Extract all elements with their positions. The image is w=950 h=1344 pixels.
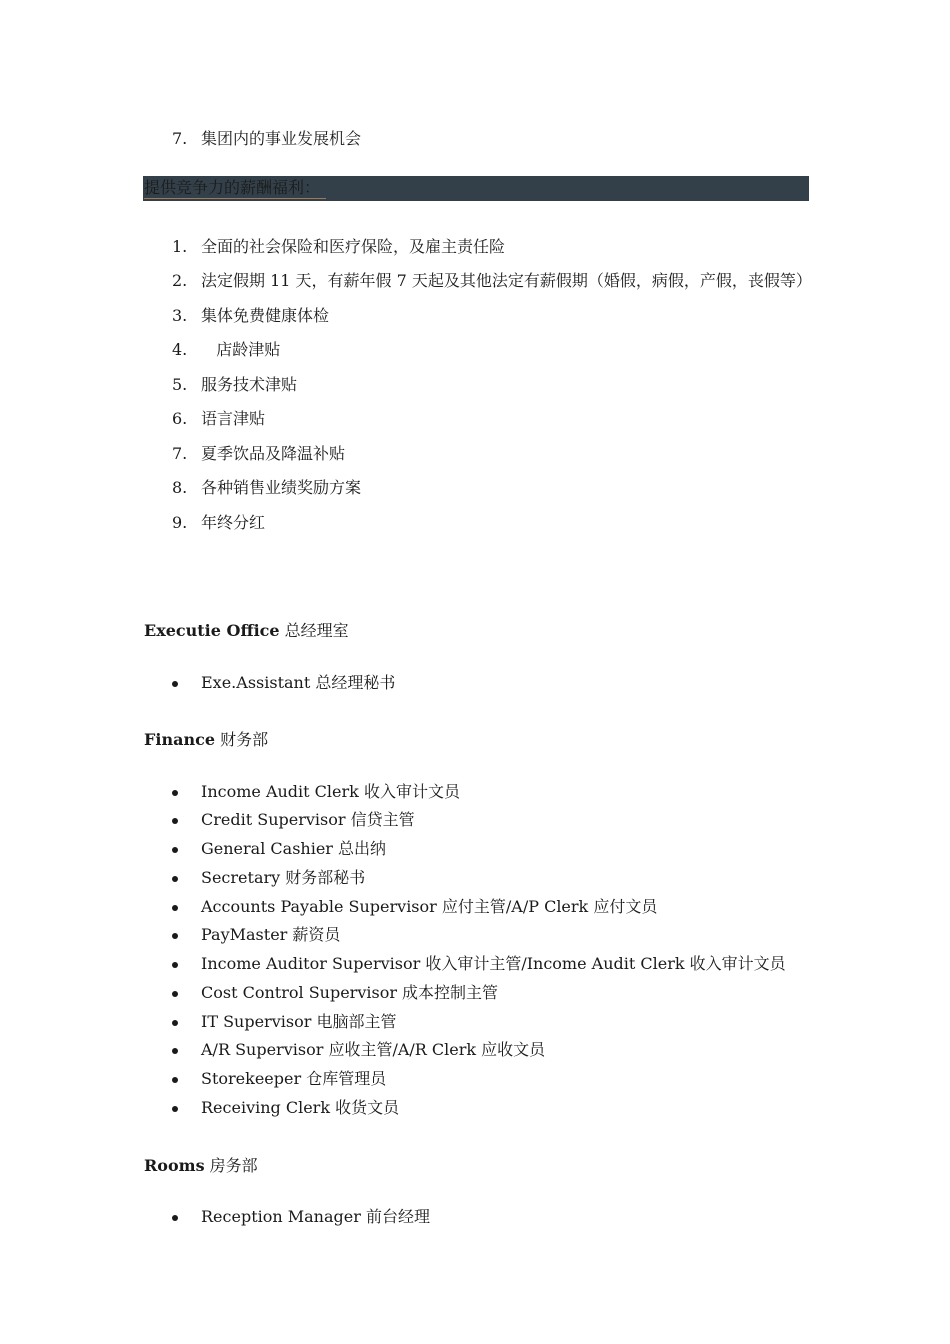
bullet-icon [172, 1077, 178, 1083]
list-text: 法定假期 11 天，有薪年假 7 天起及其他法定有薪假期（婚假，病假，产假，丧假等） [201, 271, 812, 290]
bullet-icon [172, 1048, 178, 1054]
list-text: 各种销售业绩奖励方案 [201, 478, 362, 497]
list-text: 夏季饮品及降温补贴 [201, 444, 346, 463]
section-title-cn: 总经理室 [279, 621, 349, 640]
list-text: 语言津贴 [201, 409, 266, 428]
job-title: Income Auditor Supervisor 收入审计主管/Income Audit Clerk 收入审计文员 [201, 954, 786, 973]
job-title: Storekeeper 仓库管理员 [201, 1069, 387, 1088]
list-number: 1. [172, 237, 188, 256]
bullet-icon [172, 847, 178, 853]
bullet-icon [172, 991, 178, 997]
list-number: 7. [172, 444, 188, 463]
section-title-cn: 房务部 [204, 1156, 258, 1175]
list-text: 集团内的事业发展机会 [201, 129, 362, 148]
list-text: 店龄津贴 [201, 340, 281, 359]
section-title-en: Rooms [144, 1156, 205, 1175]
list-number: 2. [172, 271, 188, 290]
bullet-icon [172, 681, 178, 687]
section-heading-finance [144, 730, 268, 750]
bullet-icon [172, 790, 178, 796]
job-title: IT Supervisor 电脑部主管 [201, 1012, 397, 1031]
job-title: A/R Supervisor 应收主管/A/R Clerk 应收文员 [201, 1040, 546, 1059]
job-title: Secretary 财务部秘书 [201, 868, 366, 887]
list-number: 4. [172, 340, 188, 359]
benefits-banner [143, 176, 809, 201]
list-number: 5. [172, 375, 188, 394]
job-title: Receiving Clerk 收货文员 [201, 1098, 400, 1117]
section-heading-executive-office [144, 621, 349, 641]
list-number: 3. [172, 306, 188, 325]
bullet-icon [172, 876, 178, 882]
list-number: 6. [172, 409, 188, 428]
list-text: 年终分红 [201, 513, 266, 532]
bullet-icon [172, 905, 178, 911]
list-text: 集体免费健康体检 [201, 306, 330, 325]
section-heading-rooms [144, 1156, 258, 1176]
bullet-icon [172, 933, 178, 939]
banner-heading: 提供竞争力的薪酬福利： [144, 178, 326, 199]
bullet-icon [172, 818, 178, 824]
bullet-icon [172, 1020, 178, 1026]
section-title-en: Executie Office [144, 621, 280, 640]
list-number: 7. [172, 129, 188, 148]
section-title-en: Finance [144, 730, 215, 749]
job-title: Reception Manager 前台经理 [201, 1207, 430, 1226]
job-title: Exe.Assistant 总经理秘书 [201, 673, 396, 692]
list-number: 9. [172, 513, 188, 532]
bullet-icon [172, 1106, 178, 1112]
job-title: Cost Control Supervisor 成本控制主管 [201, 983, 499, 1002]
job-title: Credit Supervisor 信贷主管 [201, 810, 415, 829]
list-text: 服务技术津贴 [201, 375, 298, 394]
list-text: 全面的社会保险和医疗保险，及雇主责任险 [201, 237, 506, 256]
list-number: 8. [172, 478, 188, 497]
section-title-cn: 财务部 [215, 730, 269, 749]
bullet-icon [172, 962, 178, 968]
job-title: Income Audit Clerk 收入审计文员 [201, 782, 460, 801]
bullet-icon [172, 1215, 178, 1221]
job-title: General Cashier 总出纳 [201, 839, 387, 858]
job-title: PayMaster 薪资员 [201, 925, 341, 944]
job-title: Accounts Payable Supervisor 应付主管/A/P Clerk 应付文员 [201, 897, 658, 916]
